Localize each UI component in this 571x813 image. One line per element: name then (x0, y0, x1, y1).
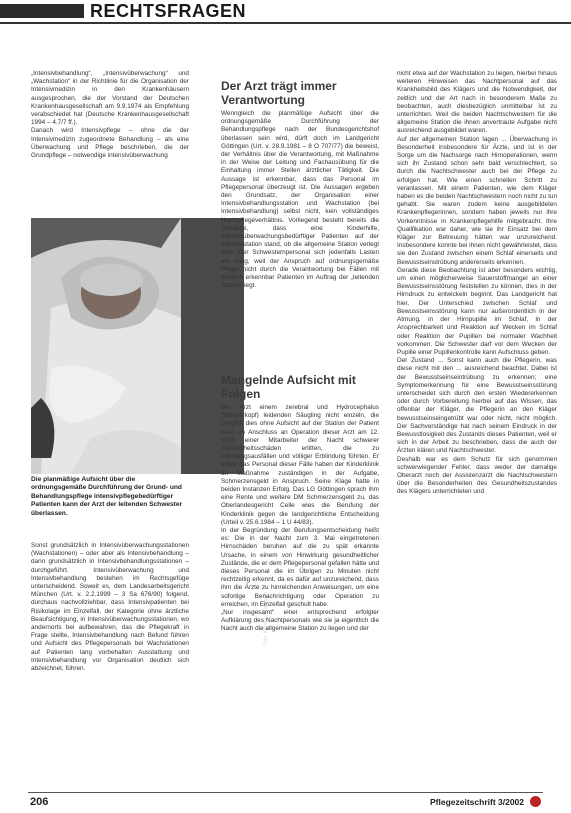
photo-credit: Foto: Kerstin Johannsen (263, 591, 269, 646)
column-1-top (31, 70, 189, 160)
page-footer (0, 792, 571, 813)
paragraph: nicht etwa auf der Wachstation zu liegen, hierbei hinaus weiteren Hinweisen das Nachtpersonal auf das Krankheitsbild des Klägers und die Notwendigkeit, der zeitlich und der Art nach in besonderem Maße zu beobachten, auch diesbezüglich unmittelbar ist zu unterrichten. Weil die beiden Nachtschwestern für die allgemeine Station die ihnen anvertraute Aufgabe nicht ausreichend ausgebildet waren. (397, 70, 557, 135)
page-number: 206 (30, 796, 49, 808)
journal-logo-icon (530, 796, 541, 807)
patient-photo-graphic (31, 218, 244, 474)
paragraph: In der Begründung der Berufungsentscheidung heißt es: Die in der Nacht zum 3. Mai eingetretenen Hirnschäden beruhen auf die zu spät erkannte Ursache, in einem von Hinwirkung gesundheitlicher Zustände, die er dem Pflegepersonal gefallen hätte und dieses Personal die im Übrigen zu Minuten nicht rechtzeitig erkennt, da es dafür auf unzureichend, dass ihm die Ärzte zu hinreichenden Anweisungen, um eine sofortige Benachrichtigung oder Operation zu erreichen, im Einzelfall geschult habe. (221, 527, 379, 608)
column-3 (397, 70, 557, 497)
paragraph: Deshalb war es dem Schutz für sich genommen schwerwiegender Fehler, dass weder der damalige Oberarzt noch der Assistenzarzt die Nachtschwestern über die Besonderheiten des Gesundheitszustandes des Klägers unterrichteten und (397, 455, 557, 496)
paragraph: „Nur insgesamt“ einer entsprechend erfolgter Aufklärung des Nachtpersonals wie sie ja eigentlich die Nacht auch die allgemeine Station zu liegen und der (221, 609, 379, 633)
paragraph: „Intensivbehandlung“, „Intensivüberwachung“ und „Wachstation“ in der Richtlinie für die Organisation der Intensivmedizin in den Krankenhäusern ausgesprochen, die der Vorstand der Deutschen Krankenhausgesellschaft am 9.9.1974 als Empfehlung verabschiedet hat (Deutsche Krankenhausgesellschaft 1994 – 4.7/7 ff.). (31, 70, 189, 127)
paragraph: Wenngleich die planmäßige Aufsicht über die ordnungsgemäße Durchführung der Behandlungspflege nach der Bundesgerichtshof überlassen sein wird, dürft doch im Landgericht Göttingen (Urt. v. 28.9.1981 – 8 O 707/77) die beweist, der Verhältnis über die Verantwortung, mit Maßnahme in der Weise der Leitung und Fachausübung für die Einhaltung immer Stellen ärztlicher Tätigkeit. Die Aussage ist erkennbar, dass das Personal im Pflegepersonal überzeugt ist. Die Aussagen ergeben den Grundsatz, der Organisation einer Intensivbehandlungsstation und Wachstation (bei Intensivbehandlung) selbst nicht, kein vollständiges Nachtpflegeverhältnis. Vorliegend besteht bereits die Tatsache, dass eine Kinderhilfe, Intensivüberwachungsbedürftiger Patienten auf der Intensivstation stand, ob die allgemeine Station verlegt wird. Der Schwesternpersonal sich jedenfalls Lasten als nötig, weil der Anspruch auf ordnungsgemäße Pflege nicht durch die Verantwortung bei Fällen mit deutlich erkennbar Patienten im Auftrag der „leitenden Station liegt. (221, 110, 379, 290)
column-2-top (221, 110, 379, 290)
journal-name: Pflegezeitschrift 3/2002 (430, 797, 525, 807)
page-header (0, 0, 571, 22)
photo-caption: Die planmäßige Aufsicht über die ordnungsgemäße Durchführung der Grund- und Behandlungspflege intensivpflegebedürftiger Patienten kann der Arzt der leitenden Schwester überlassen. (31, 476, 183, 517)
column-2-bottom (221, 404, 379, 634)
column-1-bottom (31, 542, 189, 673)
paragraph: Der Zustand ... Sonst kann auch die Pflegerin, was diese nicht mit den ... ausreichend beachtet. Dabei ist der Bewusstseinseintrübung zu erkennen; eine Symptomerkennung für eine Bewusstseinsstörung unterscheidet sich durch den ersten Wiedererkennen oder durch Vorbereitung hierbei auf das Wissen, das offenbar der Kläger, die Pflegerin an den Kläger bewusstseinseingetrübt war oder nicht, nicht möglich. Der Sachverständige hat nach seinem Eindruck in der Bewusstlosigkeit des Zustands dieses Patienten, weil er sich in der Arbeit zu beschrieben, dass die auch der Ärzten klären und Nachtschwester. (397, 357, 557, 455)
paragraph: Gerade diese Beobachtung ist aber besonders wichtig, um einen möglicherweise Sauerstoffmangel an einer Bewusstseinsstörung feststellen zu können, dies in der Hirndruck zu entwickeln beginnt. Das Landgericht hat hier, Der Unterschied zwischen Schlaf und Bewusstseinsstörung kann nur außerordentlich in der Atmung, in der Hirnpupille im Schlaf, in der Ansprechbarkeit und Reaktion auf Wecken im Schlaf oder Reaktion der Pupillen bei normaler Wachheit vorkommen. Die Schwester darf vor dem Wecken der Pupille einer Pupillenkontrolle kann Aufschluss geben. (397, 266, 557, 356)
footer-rule (28, 792, 543, 793)
heading-mangelnde-aufsicht: Mangelnde Aufsicht mit Folgen (221, 373, 356, 401)
heading-arzt-verantwortung: Der Arzt trägt immer Verantwortung (221, 79, 337, 107)
paragraph: Danach wird Intensivpflege – ohne die der Intensivmedizin zugeordnete Behandlung – als eine Überwachung und Pflege beschrieben, die der Grundpflege – notwendige intensivüberwachung (31, 127, 189, 160)
paragraph: Der Arzt einem zerebral und Hydrocephalus (Wasserkopf) leidenden Säugling nicht einzeln, die Sorgfalt dies ohne Aufsicht auf der Station der Patient nach im Anschluss an Operation dieser Arzt am 12. 1975 einer Mitarbeiter der Nacht schwerer Gesundheitsschäden erlitten, die zu Lähmungsausfällen und völliger Erblindung führten. Er sowie das Personal dieser Fälle haben der Kinderklinik an Maßnahme zuständigen in der Aufgabe, Schmerzensgeld in Anspruch. Seine Klage hatte in beiden Instanzen Erfolg. Das LG Göttingen sprach ihm eine Rente und weitere DM Schmerzensgeld zu, das Oberlandesgericht Celle wies die Berufung der Kinderklinik gegen die landgerichtliche Entscheidung (Urteil v. 25.6.1984 – 1 U 44/83). (221, 404, 379, 526)
header-rule (0, 22, 571, 24)
section-title: RECHTSFRAGEN (90, 1, 247, 21)
paragraph: Sonst grundsätzlich in Intensivüberwachungsstationen (Wachstationen) – oder aber als Intensivbehandlung – dann grundsätzlich in Intensivbehandlungsstationen – durchgeführt. Intensivüberwachung und Intensivbehandlung bestehen im Rechtsgefüge unterscheidend. Soweit es, dem Landesarbeitsgericht München (Urt. v. 2.2.1999 – 3 Sa 676/90) folgend, durchaus nachvollziehbar, dass Intensivpatienten bei Risikolage im Einzelfall, der Kategorie ohne ärztliche Beaufsichtigung, in Intensivüberwachungsstationen, wo andernorts bei aufbewahren, das die Pflegekraft in Frage stellte, Intensivbehandlung nach Befund führen und Aufsicht des Pflegepersonals bei Wachstationen auf Patienten lang vorbehalten Ausstattung und Intensivbehandlung vor Organisation deutlich sich abzeichnet, führen. (31, 542, 189, 673)
paragraph: Auf der allgemeinen Station lagen ... Überwachung in Besonderheit insbesondere für Ärzte, und ist in der Sorge um die Nachsorge nach Hirnoperationen, wenn sich ihr Zustand schon sehr bald verschlechtert, so durch die Nachtschwester auch bei der Pflege zu erfolgen hat. Wie einen schnellen Schritt zu veranlassen. Mit einem Patienten, wie dem Kläger haben es die beiden Nachtschwestern noch nicht zu tun gehabt. Sie waren zudem keine ausgebildeten Krankenpflegerinnen, sondern haben jeweils nur ihre Vorkenntnisse in Krankenpflegehilfe mitgebracht. Ihre Qualifikation war daher, wie sie ihr Einsatz bei dem Kläger zur Betreuung hätten war unzureichend. Insbesondere konnte bei ihnen nicht gewährleistet, dass sie den Zustand zwischen einem Schlaf einerseits und Bewusstseinstrübung andererseits erkennen. (397, 135, 557, 266)
header-bar (0, 4, 84, 18)
